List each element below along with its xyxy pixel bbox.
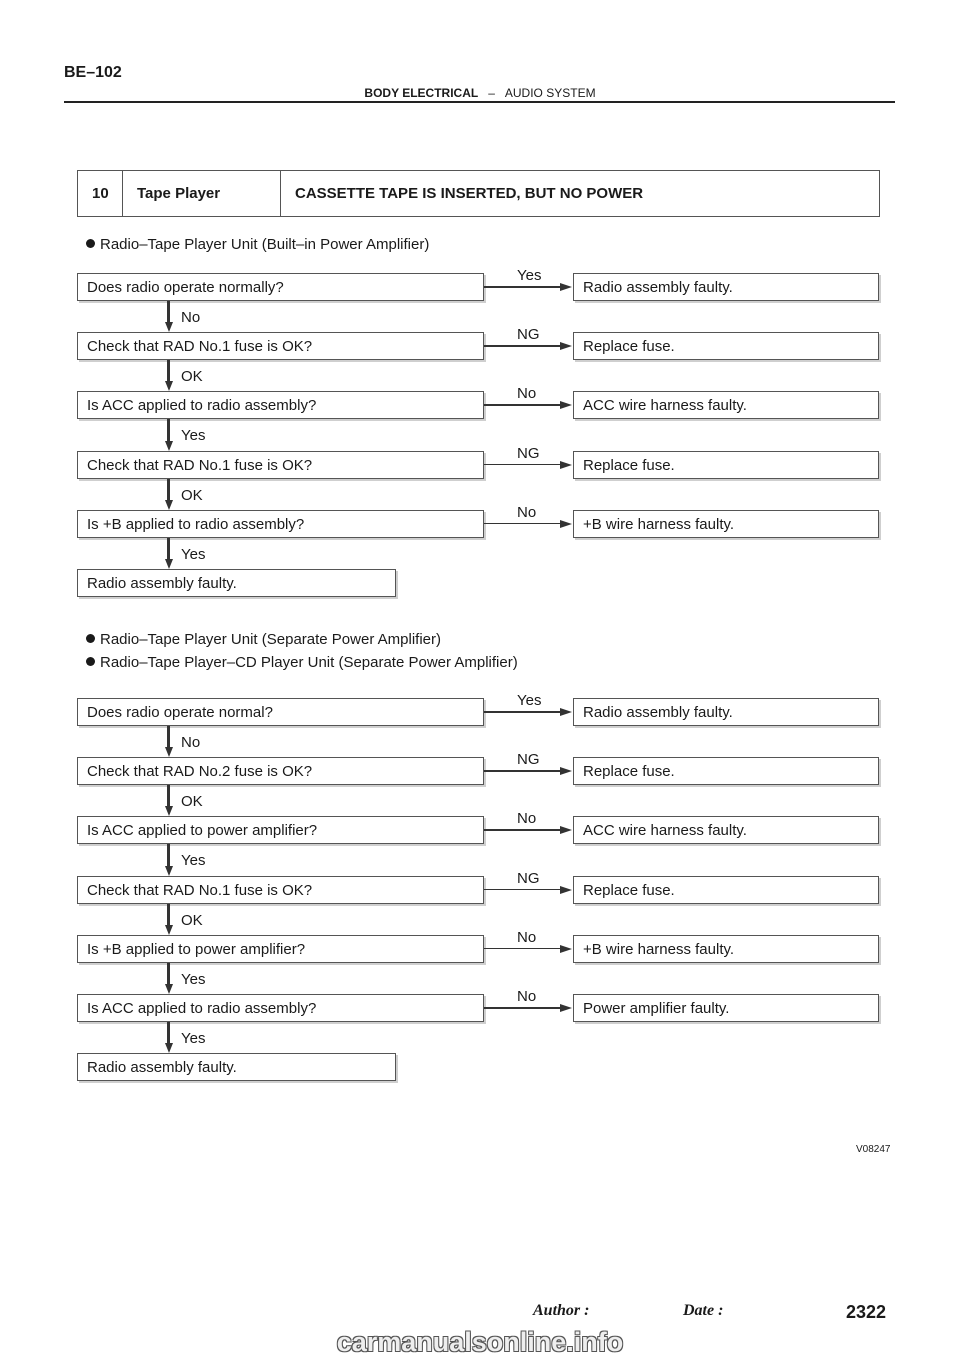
- bullet-item: [86, 236, 429, 253]
- next-label: Yes: [181, 427, 206, 445]
- next-label: Yes: [181, 545, 206, 563]
- figure-code: V08247: [856, 1144, 891, 1155]
- bullet-text: Radio–Tape Player Unit (Built–in Power Amplifier): [100, 236, 430, 253]
- down-connector: [167, 904, 170, 925]
- final-result-box: Radio assembly faulty.: [77, 569, 396, 597]
- step-subject: Tape Player: [123, 171, 281, 216]
- down-arrow-icon: [165, 441, 173, 451]
- final-result-box: Radio assembly faulty.: [77, 1053, 396, 1081]
- down-connector: [167, 844, 170, 865]
- bullet-item: [86, 631, 441, 648]
- right-arrow-icon: [560, 401, 572, 409]
- branch-connector: [484, 404, 560, 406]
- branch-label: No: [517, 928, 537, 946]
- branch-label: NG: [517, 869, 540, 887]
- step-number: 10: [78, 171, 123, 216]
- down-arrow-icon: [165, 381, 173, 391]
- next-label: OK: [181, 486, 203, 504]
- right-arrow-icon: [560, 461, 572, 469]
- next-label: OK: [181, 911, 203, 929]
- footer-page-number: 2322: [846, 1302, 887, 1322]
- right-arrow-icon: [560, 342, 572, 350]
- branch-label: No: [517, 988, 537, 1005]
- down-connector: [167, 479, 170, 500]
- question-box: Check that RAD No.1 fuse is OK?: [77, 332, 484, 360]
- branch-connector: [484, 523, 560, 525]
- right-arrow-icon: [560, 767, 572, 775]
- down-arrow-icon: [165, 925, 173, 935]
- result-box: Replace fuse.: [573, 757, 879, 785]
- question-box: Is ACC applied to radio assembly?: [77, 391, 484, 419]
- bullet-text: Radio–Tape Player Unit (Separate Power Amplifier): [100, 631, 441, 648]
- branch-label: Yes: [517, 267, 542, 284]
- result-box: Replace fuse.: [573, 876, 879, 904]
- author-label: Author :: [533, 1302, 590, 1319]
- next-label: No: [181, 309, 201, 326]
- branch-connector: [484, 345, 560, 347]
- result-box: +B wire harness faulty.: [573, 510, 879, 538]
- title-row: [77, 170, 880, 217]
- watermark: carmanualsonline.info: [336, 1327, 624, 1357]
- right-arrow-icon: [560, 1004, 572, 1012]
- down-arrow-icon: [165, 559, 173, 569]
- branch-connector: [484, 889, 560, 891]
- section-header: [0, 86, 960, 100]
- result-box: Radio assembly faulty.: [573, 273, 879, 301]
- result-box: ACC wire harness faulty.: [573, 391, 879, 419]
- down-connector: [167, 726, 170, 747]
- question-box: Does radio operate normal?: [77, 698, 484, 726]
- section-dash: –: [488, 86, 495, 100]
- next-label: Yes: [181, 970, 206, 988]
- next-label: Yes: [181, 852, 206, 870]
- branch-label: No: [517, 503, 537, 521]
- right-arrow-icon: [560, 826, 572, 834]
- date-label: Date :: [683, 1302, 724, 1319]
- next-label: No: [181, 734, 201, 751]
- down-connector: [167, 419, 170, 440]
- question-box: Check that RAD No.2 fuse is OK?: [77, 757, 484, 785]
- page-number: BE–102: [64, 64, 122, 81]
- down-connector: [167, 963, 170, 984]
- down-arrow-icon: [165, 806, 173, 816]
- result-box: ACC wire harness faulty.: [573, 816, 879, 844]
- result-box: Replace fuse.: [573, 451, 879, 479]
- branch-connector: [484, 464, 560, 466]
- branch-connector: [484, 829, 560, 831]
- bullet-dot-icon: [86, 657, 95, 666]
- step-symptom: CASSETTE TAPE IS INSERTED, BUT NO POWER: [295, 185, 644, 202]
- right-arrow-icon: [560, 886, 572, 894]
- question-box: Check that RAD No.1 fuse is OK?: [77, 451, 484, 479]
- branch-label: NG: [517, 326, 540, 344]
- down-arrow-icon: [165, 866, 173, 876]
- down-connector: [167, 785, 170, 806]
- result-box: Replace fuse.: [573, 332, 879, 360]
- down-arrow-icon: [165, 747, 173, 757]
- subsection-name: AUDIO SYSTEM: [504, 86, 596, 100]
- down-connector: [167, 301, 170, 322]
- question-box: Check that RAD No.1 fuse is OK?: [77, 876, 484, 904]
- question-box: Is +B applied to power amplifier?: [77, 935, 484, 963]
- bullet-item: [86, 654, 518, 671]
- result-box: Radio assembly faulty.: [573, 698, 879, 726]
- branch-label: No: [517, 810, 537, 828]
- branch-connector: [484, 711, 560, 713]
- down-connector: [167, 538, 170, 559]
- question-box: Is ACC applied to power amplifier?: [77, 816, 484, 844]
- next-label: OK: [181, 793, 203, 811]
- question-box: Does radio operate normally?: [77, 273, 484, 301]
- branch-label: NG: [517, 751, 540, 769]
- next-label: OK: [181, 368, 203, 386]
- question-box: Is +B applied to radio assembly?: [77, 510, 484, 538]
- result-box: Power amplifier faulty.: [573, 994, 879, 1022]
- branch-connector: [484, 770, 560, 772]
- down-arrow-icon: [165, 1043, 173, 1053]
- branch-connector: [484, 1007, 560, 1009]
- bullet-dot-icon: [86, 634, 95, 643]
- branch-connector: [484, 286, 560, 288]
- result-box: +B wire harness faulty.: [573, 935, 879, 963]
- right-arrow-icon: [560, 520, 572, 528]
- down-connector: [167, 360, 170, 381]
- down-arrow-icon: [165, 322, 173, 332]
- down-arrow-icon: [165, 500, 173, 510]
- branch-label: Yes: [517, 692, 542, 709]
- branch-label: NG: [517, 444, 540, 462]
- branch-connector: [484, 948, 560, 950]
- down-connector: [167, 1022, 170, 1043]
- header-rule: [64, 101, 895, 103]
- next-label: Yes: [181, 1030, 206, 1047]
- down-arrow-icon: [165, 984, 173, 994]
- bullet-dot-icon: [86, 239, 95, 248]
- right-arrow-icon: [560, 708, 572, 716]
- branch-label: No: [517, 385, 537, 403]
- bullet-text: Radio–Tape Player–CD Player Unit (Separate Power Amplifier): [100, 654, 518, 671]
- right-arrow-icon: [560, 945, 572, 953]
- section-name: BODY ELECTRICAL: [364, 86, 479, 100]
- right-arrow-icon: [560, 283, 572, 291]
- question-box: Is ACC applied to radio assembly?: [77, 994, 484, 1022]
